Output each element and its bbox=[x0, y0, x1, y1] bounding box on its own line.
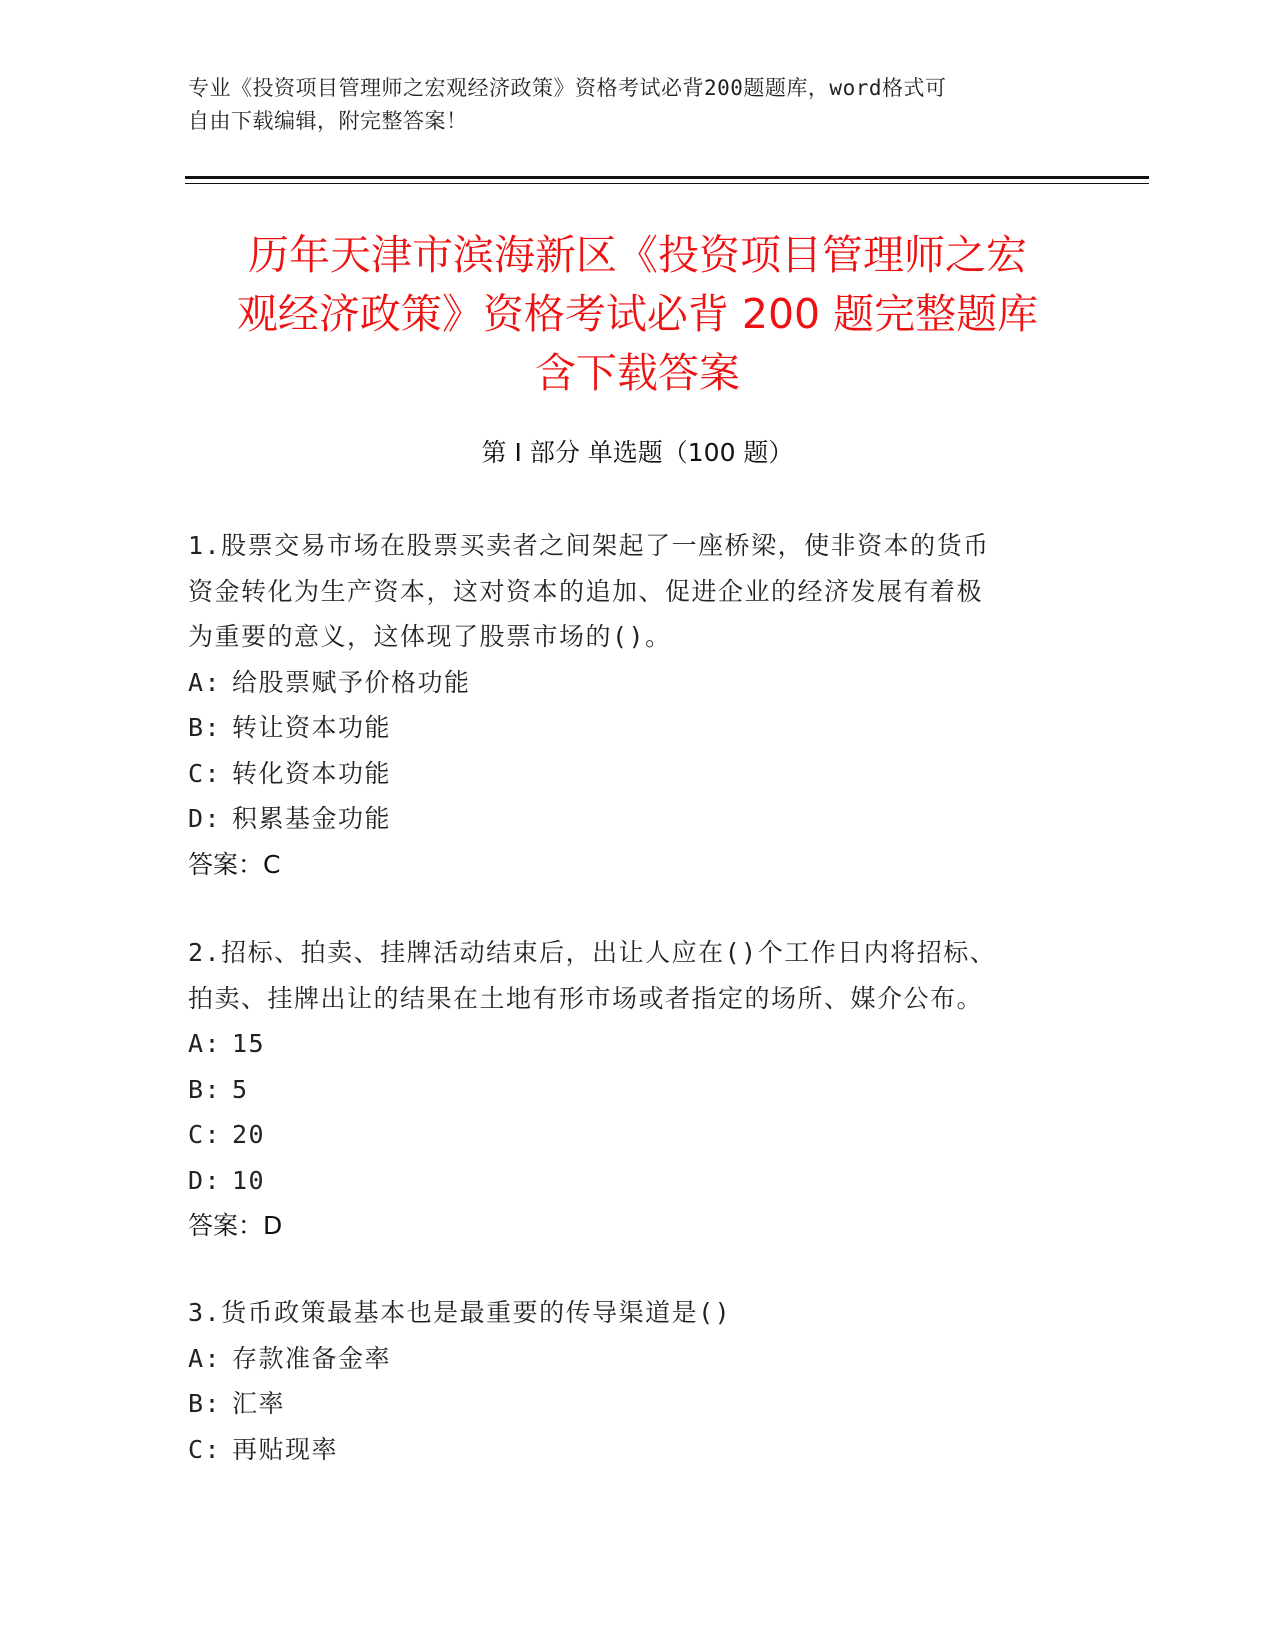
question-text-line: 1.股票交易市场在股票买卖者之间架起了一座桥梁，使非资本的货币 bbox=[188, 531, 990, 560]
option-b bbox=[188, 1067, 1088, 1113]
option-d bbox=[188, 796, 1088, 842]
option-d bbox=[188, 1158, 1088, 1204]
section-title: 第 I 部分 单选题（100 题） bbox=[481, 438, 794, 467]
question-text-line: 3.货币政策最基本也是最重要的传导渠道是() bbox=[188, 1298, 732, 1327]
option-key: C: bbox=[188, 1120, 222, 1149]
document-title bbox=[160, 226, 1115, 403]
question-text-line: 为重要的意义，这体现了股票市场的()。 bbox=[188, 622, 672, 651]
option-key: A: bbox=[188, 1029, 222, 1058]
option-b bbox=[188, 1381, 1088, 1427]
header-note-line-2: 自由下载编辑，附完整答案！ bbox=[188, 109, 468, 133]
option-text: 给股票赋予价格功能 bbox=[232, 667, 471, 697]
option-key: C: bbox=[188, 1434, 222, 1464]
answer-text: 答案：D bbox=[188, 1211, 283, 1240]
header-note-line-1: 专业《投资项目管理师之宏观经济政策》资格考试必背200题题库，word格式可 bbox=[188, 76, 947, 100]
option-text: 转化资本功能 bbox=[232, 758, 392, 788]
option-key: D: bbox=[188, 1165, 222, 1195]
option-text: 汇率 bbox=[232, 1389, 286, 1418]
option-text: 转让资本功能 bbox=[232, 713, 392, 742]
option-text: 存款准备金率 bbox=[232, 1343, 392, 1373]
option-text: 再贴现率 bbox=[232, 1434, 339, 1464]
option-text: 10 bbox=[232, 1165, 266, 1195]
question-3 bbox=[188, 1290, 1088, 1472]
question-text-line: 资金转化为生产资本，这对资本的追加、促进企业的经济发展有着极 bbox=[188, 576, 984, 606]
option-key: B: bbox=[188, 1389, 222, 1418]
document-title-line-3: 含下载答案 bbox=[535, 349, 740, 397]
option-a bbox=[188, 1336, 1088, 1382]
document-title-line-1: 历年天津市滨海新区《投资项目管理师之宏 bbox=[248, 231, 1027, 279]
question-text-line: 拍卖、挂牌出让的结果在土地有形市场或者指定的场所、媒介公布。 bbox=[188, 983, 984, 1013]
header-note bbox=[188, 72, 1088, 138]
option-text: 积累基金功能 bbox=[232, 804, 392, 833]
option-key: B: bbox=[188, 1074, 222, 1104]
option-text: 5 bbox=[232, 1074, 249, 1104]
header-divider-thick bbox=[185, 176, 1149, 179]
option-c bbox=[188, 1427, 1088, 1473]
option-key: D: bbox=[188, 804, 222, 833]
option-text: 15 bbox=[232, 1029, 266, 1058]
question-2 bbox=[188, 930, 1088, 1249]
option-c bbox=[188, 1112, 1088, 1158]
option-key: C: bbox=[188, 758, 222, 788]
option-a bbox=[188, 660, 1088, 706]
question-text-line: 2.招标、拍卖、挂牌活动结束后，出让人应在()个工作日内将招标、 bbox=[188, 938, 997, 967]
option-b bbox=[188, 705, 1088, 751]
option-key: A: bbox=[188, 667, 222, 697]
option-key: A: bbox=[188, 1343, 222, 1373]
option-c bbox=[188, 751, 1088, 797]
option-key: B: bbox=[188, 713, 222, 742]
option-text: 20 bbox=[232, 1120, 266, 1149]
document-title-line-2: 观经济政策》资格考试必背 200 题完整题库 bbox=[236, 290, 1039, 338]
question-1 bbox=[188, 523, 1088, 887]
answer-text: 答案：C bbox=[188, 849, 281, 879]
header-divider-thin bbox=[185, 183, 1149, 184]
option-a bbox=[188, 1021, 1088, 1067]
